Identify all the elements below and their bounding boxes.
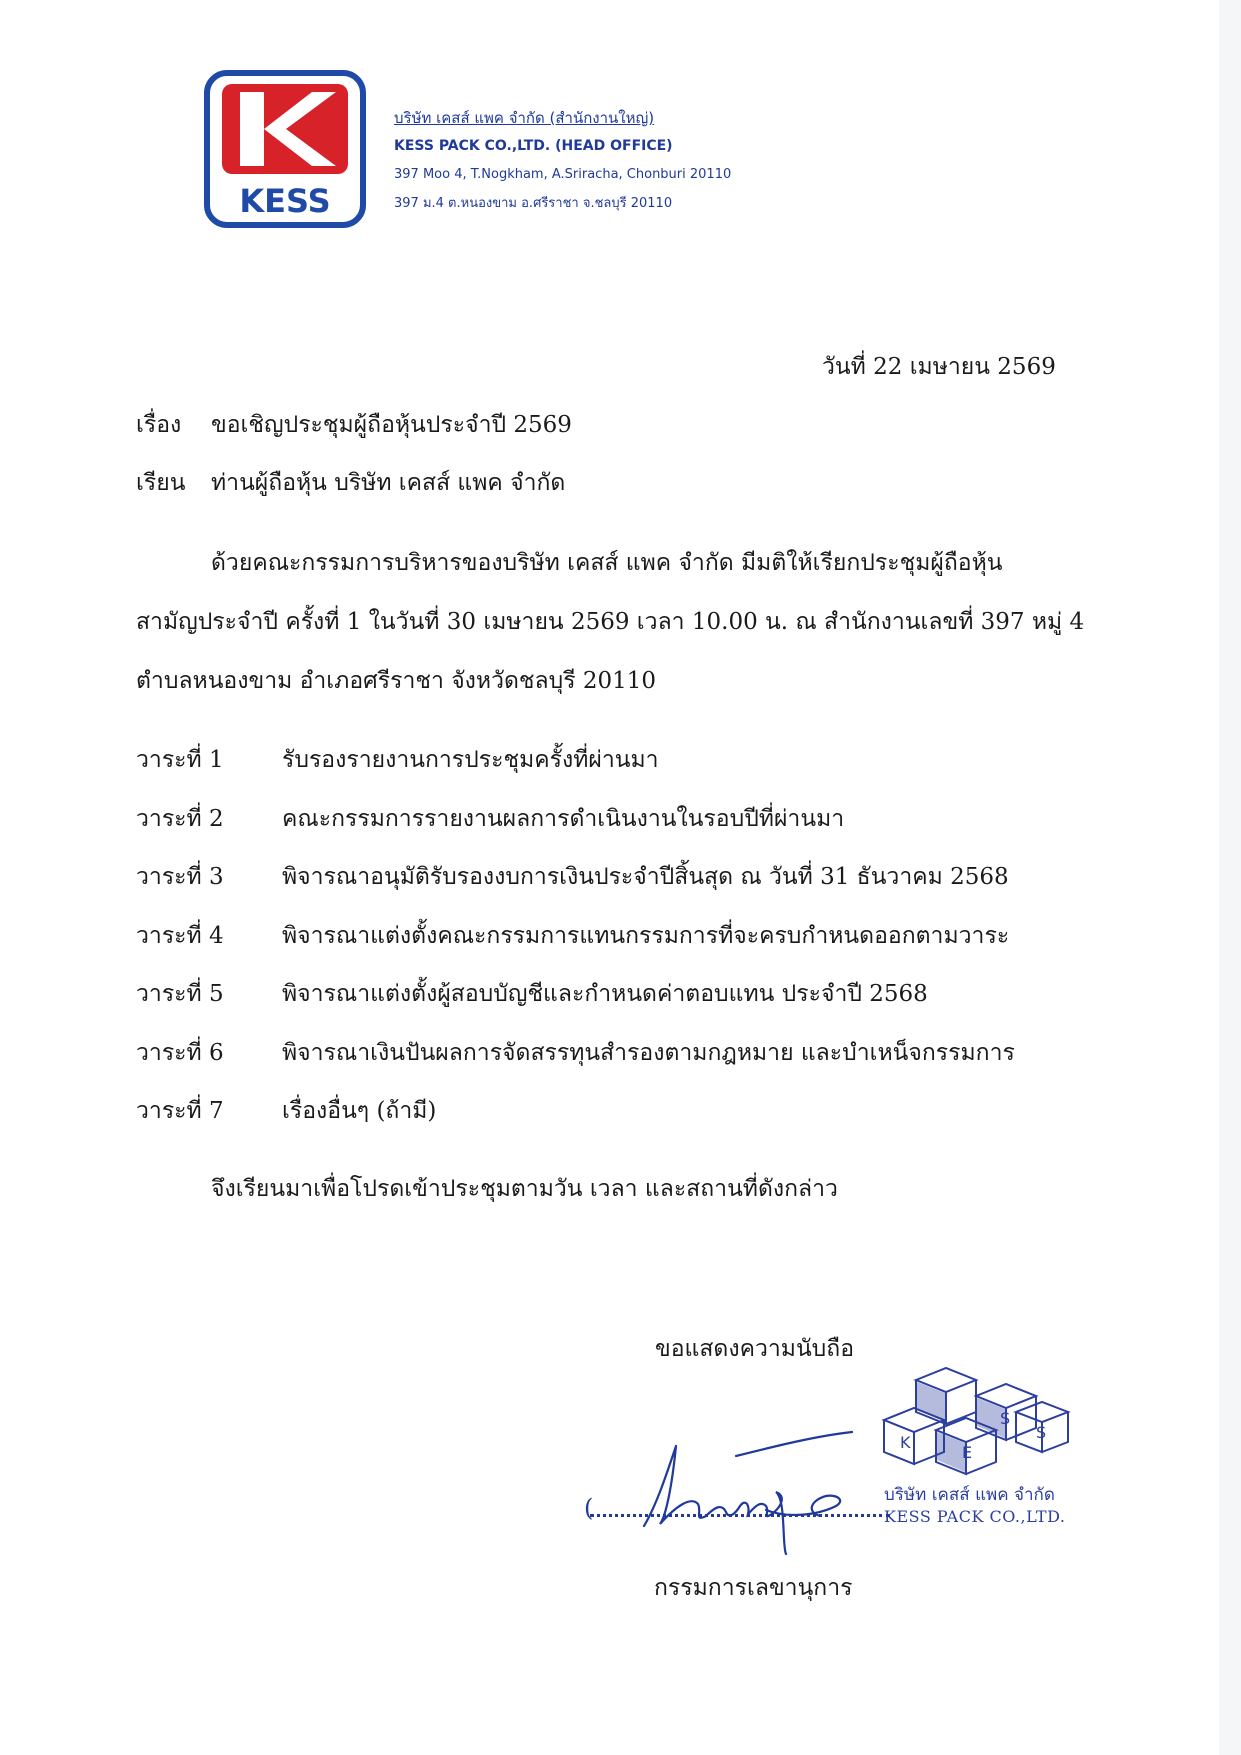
stamp-caption (884, 1484, 1065, 1528)
agenda-text: คณะกรรมการรายงานผลการดำเนินงานในรอบปีที่ผ่านมา (282, 805, 845, 832)
paragraph-line: ด้วยคณะกรรมการบริหารของบริษัท เคสส์ แพค จำกัด มีมติให้เรียกประชุมผู้ถือหุ้น (211, 550, 1003, 576)
subject-text: ขอเชิญประชุมผู้ถือหุ้นประจำปี 2569 (211, 412, 572, 438)
handwritten-signature (636, 1426, 856, 1556)
letterhead (394, 104, 731, 218)
agenda-list (136, 745, 1136, 1155)
recipient-label: เรียน (136, 470, 186, 496)
agenda-number: วาระที่ 7 (136, 1098, 224, 1124)
agenda-item (136, 1096, 1136, 1155)
signature-bracket: ( (584, 1494, 594, 1522)
stamp-line-en: KESS PACK CO.,LTD. (884, 1507, 1066, 1526)
company-stamp (876, 1360, 1076, 1490)
agenda-text: พิจารณาเงินปันผลการจัดสรรทุนสำรองตามกฎหมาย และบำเหน็จกรรมการ (282, 1039, 1015, 1066)
closing-line: จึงเรียนมาเพื่อโปรดเข้าประชุมตามวัน เวลา และสถานที่ดังกล่าว (211, 1176, 838, 1202)
kess-logo (204, 70, 366, 228)
scan-edge (1219, 0, 1241, 1755)
agenda-item (136, 979, 1136, 1038)
stamp-letter: S (1036, 1423, 1047, 1442)
agenda-item (136, 804, 1136, 863)
agenda-text: เรื่องอื่นๆ (ถ้ามี) (282, 1098, 437, 1124)
agenda-number: วาระที่ 2 (136, 805, 224, 832)
paragraph-line: ตำบลหนองขาม อำเภอศรีราชา จังหวัดชลบุรี 20110 (136, 668, 657, 694)
agenda-number: วาระที่ 5 (136, 981, 224, 1007)
agenda-number: วาระที่ 4 (136, 922, 224, 949)
agenda-item (136, 1038, 1136, 1097)
agenda-item (136, 921, 1136, 980)
agenda-text: พิจารณาอนุมัติรับรองงบการเงินประจำปีสิ้นสุด ณ วันที่ 31 ธันวาคม 2568 (282, 864, 1009, 890)
agenda-item (136, 745, 1136, 804)
stamp-letter: K (900, 1433, 911, 1452)
recipient-text: ท่านผู้ถือหุ้น บริษัท เคสส์ แพค จำกัด (211, 470, 566, 496)
logo-text: KESS (239, 182, 331, 220)
agenda-number: วาระที่ 3 (136, 864, 224, 890)
paragraph-line: สามัญประจำปี ครั้งที่ 1 ในวันที่ 30 เมษายน 2569 เวลา 10.00 น. ณ สำนักงานเลขที่ 397 หมู่ 4 (136, 609, 1085, 635)
agenda-item (136, 862, 1136, 921)
subject-label: เรื่อง (136, 412, 182, 438)
agenda-text: พิจารณาแต่งตั้งคณะกรรมการแทนกรรมการที่จะครบกำหนดออกตามวาระ (282, 922, 1010, 949)
regards-text: ขอแสดงความนับถือ (655, 1336, 855, 1362)
agenda-number: วาระที่ 6 (136, 1039, 224, 1066)
stamp-letter: S (1000, 1409, 1011, 1428)
signer-position: กรรมการเลขานุการ (654, 1575, 853, 1601)
stamp-line-th: บริษัท เคสส์ แพค จำกัด (884, 1485, 1055, 1505)
address-en: 397 Moo 4, T.Nogkham, A.Sriracha, Chonburi 20110 (394, 167, 732, 182)
agenda-number: วาระที่ 1 (136, 747, 224, 773)
stamp-letter: E (962, 1443, 973, 1462)
agenda-text: รับรองรายงานการประชุมครั้งที่ผ่านมา (282, 747, 659, 773)
agenda-text: พิจารณาแต่งตั้งผู้สอบบัญชีและกำหนดค่าตอบแทน ประจำปี 2568 (282, 981, 928, 1007)
address-th: 397 ม.4 ต.หนองขาม อ.ศรีราชา จ.ชลบุรี 20110 (394, 196, 673, 211)
letter-date: วันที่ 22 เมษายน 2569 (822, 354, 1056, 380)
company-name-th: บริษัท เคสส์ แพค จำกัด (สำนักงานใหญ่) (394, 109, 655, 127)
company-name-en: KESS PACK CO.,LTD. (HEAD OFFICE) (394, 138, 673, 154)
